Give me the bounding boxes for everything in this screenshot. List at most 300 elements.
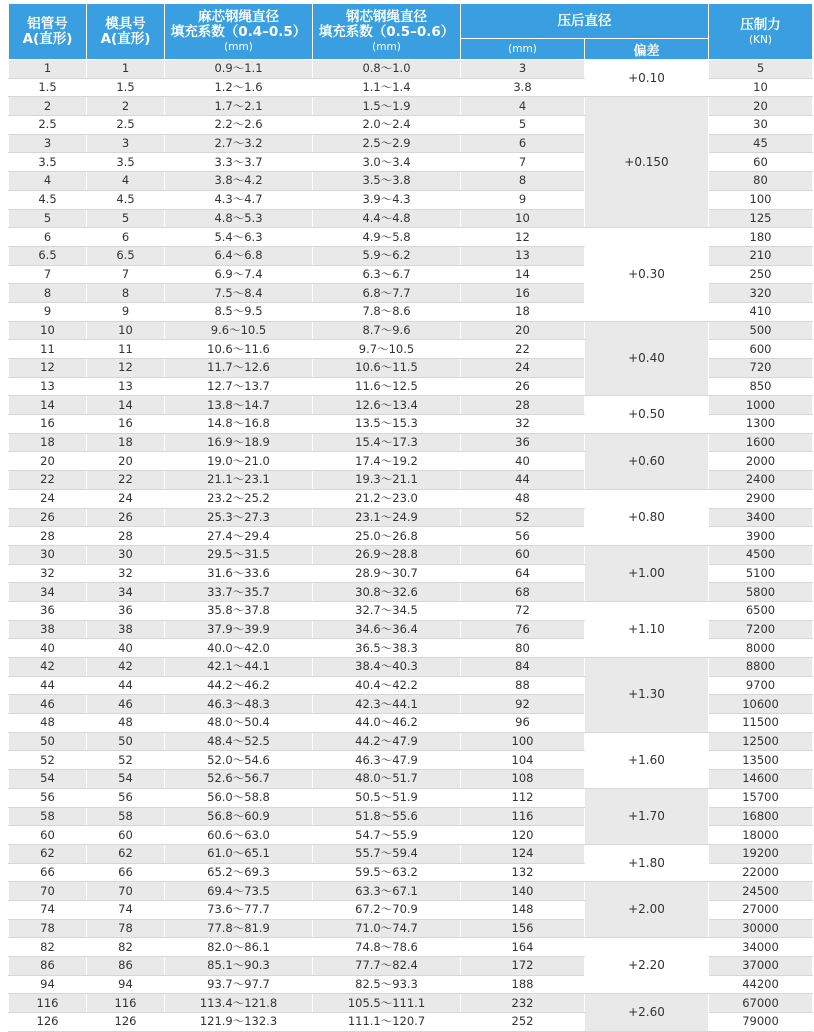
- steel-diameter-cell: 8.7～9.6: [313, 321, 461, 340]
- steel-diameter-cell: 63.3～67.1: [313, 882, 461, 901]
- header-steel-unit: (mm): [372, 41, 401, 53]
- tube-number-cell: 24: [9, 489, 87, 508]
- hemp-diameter-cell: 13.8～14.7: [165, 396, 313, 415]
- pressed-diameter-cell: 10: [461, 209, 585, 228]
- die-number-cell: 32: [87, 564, 165, 583]
- steel-diameter-cell: 50.5～51.9: [313, 788, 461, 807]
- die-number-cell: 3.5: [87, 153, 165, 172]
- crimp-spec-table: [8, 3, 813, 1032]
- tube-number-cell: 7: [9, 265, 87, 284]
- die-number-cell: 6.5: [87, 246, 165, 265]
- tube-number-cell: 60: [9, 826, 87, 845]
- hemp-diameter-cell: 48.4～52.5: [165, 732, 313, 751]
- header-hemp-line1: 麻芯钢绳直径: [198, 9, 279, 25]
- hemp-diameter-cell: 25.3～27.3: [165, 508, 313, 527]
- pressed-diameter-cell: 252: [461, 1013, 585, 1032]
- deviation-cell: +0.60: [585, 433, 709, 489]
- hemp-diameter-cell: 9.6～10.5: [165, 321, 313, 340]
- press-force-cell: 125: [709, 209, 813, 228]
- pressed-diameter-cell: 156: [461, 919, 585, 938]
- tube-number-cell: 4: [9, 172, 87, 191]
- pressed-diameter-cell: 8: [461, 172, 585, 191]
- hemp-diameter-cell: 61.0～65.1: [165, 844, 313, 863]
- hemp-diameter-cell: 121.9～132.3: [165, 1013, 313, 1032]
- deviation-cell: +2.00: [585, 882, 709, 938]
- table-row: [9, 658, 813, 677]
- die-number-cell: 5: [87, 209, 165, 228]
- press-force-cell: 3400: [709, 508, 813, 527]
- tube-number-cell: 3.5: [9, 153, 87, 172]
- press-force-cell: 19200: [709, 844, 813, 863]
- steel-diameter-cell: 1.5～1.9: [313, 97, 461, 116]
- tube-number-cell: 66: [9, 863, 87, 882]
- header-tube-line1: 铝管号: [27, 15, 68, 32]
- header-pressed-unit: (mm): [461, 39, 585, 60]
- hemp-diameter-cell: 4.8～5.3: [165, 209, 313, 228]
- press-force-cell: 8800: [709, 658, 813, 677]
- steel-diameter-cell: 48.0～51.7: [313, 770, 461, 789]
- pressed-diameter-cell: 60: [461, 545, 585, 564]
- table-row: [9, 545, 813, 564]
- steel-diameter-cell: 26.9～28.8: [313, 545, 461, 564]
- die-number-cell: 116: [87, 994, 165, 1013]
- steel-diameter-cell: 5.9～6.2: [313, 246, 461, 265]
- tube-number-cell: 36: [9, 601, 87, 620]
- table-row: [9, 97, 813, 116]
- die-number-cell: 70: [87, 882, 165, 901]
- hemp-diameter-cell: 93.7～97.7: [165, 975, 313, 994]
- steel-diameter-cell: 30.8～32.6: [313, 583, 461, 602]
- press-force-cell: 24500: [709, 882, 813, 901]
- press-force-cell: 5100: [709, 564, 813, 583]
- hemp-diameter-cell: 12.7～13.7: [165, 377, 313, 396]
- die-number-cell: 11: [87, 340, 165, 359]
- press-force-cell: 5: [709, 60, 813, 79]
- table-row: [9, 732, 813, 751]
- table-row: [9, 601, 813, 620]
- pressed-diameter-cell: 48: [461, 489, 585, 508]
- pressed-diameter-cell: 72: [461, 601, 585, 620]
- die-number-cell: 13: [87, 377, 165, 396]
- die-number-cell: 36: [87, 601, 165, 620]
- deviation-cell: +0.10: [585, 60, 709, 97]
- press-force-cell: 2000: [709, 452, 813, 471]
- die-number-cell: 4: [87, 172, 165, 191]
- header-tube-number: [9, 4, 87, 60]
- steel-diameter-cell: 7.8～8.6: [313, 302, 461, 321]
- tube-number-cell: 126: [9, 1013, 87, 1032]
- die-number-cell: 28: [87, 527, 165, 546]
- table-row: [9, 788, 813, 807]
- tube-number-cell: 16: [9, 415, 87, 434]
- pressed-diameter-cell: 172: [461, 957, 585, 976]
- pressed-diameter-cell: 3: [461, 60, 585, 79]
- die-number-cell: 30: [87, 545, 165, 564]
- header-die-line1: 模具号: [105, 15, 146, 32]
- press-force-cell: 410: [709, 302, 813, 321]
- pressed-diameter-cell: 7: [461, 153, 585, 172]
- die-number-cell: 82: [87, 938, 165, 957]
- pressed-diameter-cell: 36: [461, 433, 585, 452]
- press-force-cell: 45: [709, 134, 813, 153]
- press-force-cell: 18000: [709, 826, 813, 845]
- table-row: [9, 321, 813, 340]
- die-number-cell: 18: [87, 433, 165, 452]
- deviation-cell: +1.70: [585, 788, 709, 844]
- header-hemp-core-diameter: [165, 4, 313, 60]
- steel-diameter-cell: 4.9～5.8: [313, 228, 461, 247]
- hemp-diameter-cell: 113.4～121.8: [165, 994, 313, 1013]
- die-number-cell: 12: [87, 359, 165, 378]
- table-row: [9, 228, 813, 247]
- press-force-cell: 11500: [709, 714, 813, 733]
- die-number-cell: 52: [87, 751, 165, 770]
- tube-number-cell: 70: [9, 882, 87, 901]
- pressed-diameter-cell: 5: [461, 116, 585, 135]
- press-force-cell: 2400: [709, 471, 813, 490]
- pressed-diameter-cell: 3.8: [461, 78, 585, 97]
- die-number-cell: 4.5: [87, 190, 165, 209]
- pressed-diameter-cell: 232: [461, 994, 585, 1013]
- steel-diameter-cell: 6.8～7.7: [313, 284, 461, 303]
- hemp-diameter-cell: 7.5～8.4: [165, 284, 313, 303]
- press-force-cell: 13500: [709, 751, 813, 770]
- header-steel-core-diameter: [313, 4, 461, 60]
- hemp-diameter-cell: 82.0～86.1: [165, 938, 313, 957]
- press-force-cell: 6500: [709, 601, 813, 620]
- die-number-cell: 94: [87, 975, 165, 994]
- pressed-diameter-cell: 76: [461, 620, 585, 639]
- table-row: [9, 433, 813, 452]
- tube-number-cell: 5: [9, 209, 87, 228]
- header-deviation: 偏差: [585, 39, 709, 60]
- steel-diameter-cell: 51.8～55.6: [313, 807, 461, 826]
- press-force-cell: 16800: [709, 807, 813, 826]
- die-number-cell: 1: [87, 60, 165, 79]
- header-steel-line2: 填充系数（0.5–0.6）: [318, 24, 455, 40]
- press-force-cell: 67000: [709, 994, 813, 1013]
- steel-diameter-cell: 23.1～24.9: [313, 508, 461, 527]
- press-force-cell: 850: [709, 377, 813, 396]
- hemp-diameter-cell: 1.7～2.1: [165, 97, 313, 116]
- table-row: [9, 489, 813, 508]
- steel-diameter-cell: 17.4～19.2: [313, 452, 461, 471]
- steel-diameter-cell: 25.0～26.8: [313, 527, 461, 546]
- press-force-cell: 34000: [709, 938, 813, 957]
- table-row: [9, 994, 813, 1013]
- deviation-cell: +0.150: [585, 97, 709, 228]
- pressed-diameter-cell: 52: [461, 508, 585, 527]
- hemp-diameter-cell: 56.8～60.9: [165, 807, 313, 826]
- steel-diameter-cell: 21.2～23.0: [313, 489, 461, 508]
- tube-number-cell: 38: [9, 620, 87, 639]
- press-force-cell: 250: [709, 265, 813, 284]
- pressed-diameter-cell: 88: [461, 676, 585, 695]
- hemp-diameter-cell: 60.6～63.0: [165, 826, 313, 845]
- die-number-cell: 10: [87, 321, 165, 340]
- header-steel-line1: 钢芯钢绳直径: [346, 9, 427, 25]
- hemp-diameter-cell: 27.4～29.4: [165, 527, 313, 546]
- steel-diameter-cell: 38.4～40.3: [313, 658, 461, 677]
- press-force-cell: 14600: [709, 770, 813, 789]
- die-number-cell: 86: [87, 957, 165, 976]
- steel-diameter-cell: 105.5～111.1: [313, 994, 461, 1013]
- tube-number-cell: 18: [9, 433, 87, 452]
- die-number-cell: 40: [87, 639, 165, 658]
- hemp-diameter-cell: 0.9～1.1: [165, 60, 313, 79]
- tube-number-cell: 32: [9, 564, 87, 583]
- die-number-cell: 62: [87, 844, 165, 863]
- pressed-diameter-cell: 132: [461, 863, 585, 882]
- press-force-cell: 320: [709, 284, 813, 303]
- hemp-diameter-cell: 6.4～6.8: [165, 246, 313, 265]
- tube-number-cell: 44: [9, 676, 87, 695]
- press-force-cell: 600: [709, 340, 813, 359]
- table-body: [9, 60, 813, 1032]
- deviation-cell: +2.60: [585, 994, 709, 1031]
- hemp-diameter-cell: 48.0～50.4: [165, 714, 313, 733]
- press-force-cell: 27000: [709, 900, 813, 919]
- die-number-cell: 6: [87, 228, 165, 247]
- press-force-cell: 60: [709, 153, 813, 172]
- pressed-diameter-cell: 40: [461, 452, 585, 471]
- tube-number-cell: 54: [9, 770, 87, 789]
- steel-diameter-cell: 67.2～70.9: [313, 900, 461, 919]
- die-number-cell: 2.5: [87, 116, 165, 135]
- steel-diameter-cell: 40.4～42.2: [313, 676, 461, 695]
- tube-number-cell: 11: [9, 340, 87, 359]
- die-number-cell: 56: [87, 788, 165, 807]
- hemp-diameter-cell: 6.9～7.4: [165, 265, 313, 284]
- tube-number-cell: 42: [9, 658, 87, 677]
- steel-diameter-cell: 2.5～2.9: [313, 134, 461, 153]
- deviation-cell: +1.80: [585, 844, 709, 881]
- deviation-cell: +1.00: [585, 545, 709, 601]
- die-number-cell: 126: [87, 1013, 165, 1032]
- deviation-cell: +1.10: [585, 601, 709, 657]
- hemp-diameter-cell: 3.3～3.7: [165, 153, 313, 172]
- pressed-diameter-cell: 116: [461, 807, 585, 826]
- pressed-diameter-cell: 32: [461, 415, 585, 434]
- header-die-line2: A(直形): [100, 30, 151, 47]
- steel-diameter-cell: 44.2～47.9: [313, 732, 461, 751]
- die-number-cell: 14: [87, 396, 165, 415]
- header-tube-line2: A(直形): [22, 30, 73, 47]
- tube-number-cell: 62: [9, 844, 87, 863]
- press-force-cell: 30: [709, 116, 813, 135]
- tube-number-cell: 4.5: [9, 190, 87, 209]
- tube-number-cell: 48: [9, 714, 87, 733]
- steel-diameter-cell: 13.5～15.3: [313, 415, 461, 434]
- pressed-diameter-cell: 56: [461, 527, 585, 546]
- hemp-diameter-cell: 37.9～39.9: [165, 620, 313, 639]
- press-force-cell: 180: [709, 228, 813, 247]
- press-force-cell: 10600: [709, 695, 813, 714]
- press-force-cell: 8000: [709, 639, 813, 658]
- pressed-diameter-cell: 9: [461, 190, 585, 209]
- hemp-diameter-cell: 19.0～21.0: [165, 452, 313, 471]
- pressed-diameter-cell: 188: [461, 975, 585, 994]
- press-force-cell: 9700: [709, 676, 813, 695]
- press-force-cell: 100: [709, 190, 813, 209]
- die-number-cell: 78: [87, 919, 165, 938]
- table-row: [9, 882, 813, 901]
- spec-table-container: [8, 3, 812, 1032]
- steel-diameter-cell: 111.1～120.7: [313, 1013, 461, 1032]
- press-force-cell: 44200: [709, 975, 813, 994]
- press-force-cell: 7200: [709, 620, 813, 639]
- die-number-cell: 20: [87, 452, 165, 471]
- pressed-diameter-cell: 100: [461, 732, 585, 751]
- pressed-diameter-cell: 104: [461, 751, 585, 770]
- steel-diameter-cell: 77.7～82.4: [313, 957, 461, 976]
- steel-diameter-cell: 82.5～93.3: [313, 975, 461, 994]
- tube-number-cell: 6.5: [9, 246, 87, 265]
- pressed-diameter-cell: 20: [461, 321, 585, 340]
- tube-number-cell: 26: [9, 508, 87, 527]
- die-number-cell: 9: [87, 302, 165, 321]
- tube-number-cell: 14: [9, 396, 87, 415]
- steel-diameter-cell: 12.6～13.4: [313, 396, 461, 415]
- tube-number-cell: 78: [9, 919, 87, 938]
- pressed-diameter-cell: 80: [461, 639, 585, 658]
- press-force-cell: 1300: [709, 415, 813, 434]
- table-row: [9, 60, 813, 79]
- pressed-diameter-cell: 140: [461, 882, 585, 901]
- pressed-diameter-cell: 112: [461, 788, 585, 807]
- die-number-cell: 46: [87, 695, 165, 714]
- press-force-cell: 79000: [709, 1013, 813, 1032]
- steel-diameter-cell: 9.7～10.5: [313, 340, 461, 359]
- tube-number-cell: 34: [9, 583, 87, 602]
- tube-number-cell: 9: [9, 302, 87, 321]
- tube-number-cell: 30: [9, 545, 87, 564]
- pressed-diameter-cell: 4: [461, 97, 585, 116]
- hemp-diameter-cell: 73.6～77.7: [165, 900, 313, 919]
- pressed-diameter-cell: 14: [461, 265, 585, 284]
- deviation-cell: +0.40: [585, 321, 709, 396]
- press-force-cell: 210: [709, 246, 813, 265]
- die-number-cell: 48: [87, 714, 165, 733]
- hemp-diameter-cell: 69.4～73.5: [165, 882, 313, 901]
- steel-diameter-cell: 3.5～3.8: [313, 172, 461, 191]
- hemp-diameter-cell: 46.3～48.3: [165, 695, 313, 714]
- hemp-diameter-cell: 14.8～16.8: [165, 415, 313, 434]
- hemp-diameter-cell: 52.0～54.6: [165, 751, 313, 770]
- press-force-cell: 22000: [709, 863, 813, 882]
- pressed-diameter-cell: 16: [461, 284, 585, 303]
- press-force-cell: 10: [709, 78, 813, 97]
- hemp-diameter-cell: 31.6～33.6: [165, 564, 313, 583]
- hemp-diameter-cell: 65.2～69.3: [165, 863, 313, 882]
- press-force-cell: 720: [709, 359, 813, 378]
- header-hemp-unit: (mm): [224, 41, 253, 53]
- pressed-diameter-cell: 68: [461, 583, 585, 602]
- steel-diameter-cell: 6.3～6.7: [313, 265, 461, 284]
- deviation-cell: +0.30: [585, 228, 709, 321]
- pressed-diameter-cell: 92: [461, 695, 585, 714]
- hemp-diameter-cell: 10.6～11.6: [165, 340, 313, 359]
- die-number-cell: 16: [87, 415, 165, 434]
- pressed-diameter-cell: 24: [461, 359, 585, 378]
- table-row: [9, 844, 813, 863]
- pressed-diameter-cell: 6: [461, 134, 585, 153]
- tube-number-cell: 12: [9, 359, 87, 378]
- steel-diameter-cell: 2.0～2.4: [313, 116, 461, 135]
- press-force-cell: 15700: [709, 788, 813, 807]
- steel-diameter-cell: 3.0～3.4: [313, 153, 461, 172]
- die-number-cell: 3: [87, 134, 165, 153]
- press-force-cell: 12500: [709, 732, 813, 751]
- steel-diameter-cell: 71.0～74.7: [313, 919, 461, 938]
- tube-number-cell: 58: [9, 807, 87, 826]
- pressed-diameter-cell: 108: [461, 770, 585, 789]
- press-force-cell: 5800: [709, 583, 813, 602]
- pressed-diameter-cell: 18: [461, 302, 585, 321]
- pressed-diameter-cell: 44: [461, 471, 585, 490]
- press-force-cell: 1000: [709, 396, 813, 415]
- hemp-diameter-cell: 35.8～37.8: [165, 601, 313, 620]
- steel-diameter-cell: 34.6～36.4: [313, 620, 461, 639]
- tube-number-cell: 13: [9, 377, 87, 396]
- hemp-diameter-cell: 42.1～44.1: [165, 658, 313, 677]
- steel-diameter-cell: 10.6～11.5: [313, 359, 461, 378]
- steel-diameter-cell: 28.9～30.7: [313, 564, 461, 583]
- deviation-cell: +0.50: [585, 396, 709, 433]
- hemp-diameter-cell: 2.7～3.2: [165, 134, 313, 153]
- steel-diameter-cell: 11.6～12.5: [313, 377, 461, 396]
- deviation-cell: +2.20: [585, 938, 709, 994]
- hemp-diameter-cell: 4.3～4.7: [165, 190, 313, 209]
- tube-number-cell: 1.5: [9, 78, 87, 97]
- die-number-cell: 2: [87, 97, 165, 116]
- tube-number-cell: 56: [9, 788, 87, 807]
- die-number-cell: 7: [87, 265, 165, 284]
- tube-number-cell: 82: [9, 938, 87, 957]
- hemp-diameter-cell: 29.5～31.5: [165, 545, 313, 564]
- steel-diameter-cell: 3.9～4.3: [313, 190, 461, 209]
- hemp-diameter-cell: 23.2～25.2: [165, 489, 313, 508]
- pressed-diameter-cell: 96: [461, 714, 585, 733]
- table-row: [9, 938, 813, 957]
- die-number-cell: 22: [87, 471, 165, 490]
- press-force-cell: 4500: [709, 545, 813, 564]
- die-number-cell: 8: [87, 284, 165, 303]
- tube-number-cell: 52: [9, 751, 87, 770]
- hemp-diameter-cell: 8.5～9.5: [165, 302, 313, 321]
- pressed-diameter-cell: 164: [461, 938, 585, 957]
- pressed-diameter-cell: 28: [461, 396, 585, 415]
- pressed-diameter-cell: 84: [461, 658, 585, 677]
- steel-diameter-cell: 42.3～44.1: [313, 695, 461, 714]
- hemp-diameter-cell: 40.0～42.0: [165, 639, 313, 658]
- deviation-cell: +0.80: [585, 489, 709, 545]
- tube-number-cell: 74: [9, 900, 87, 919]
- tube-number-cell: 116: [9, 994, 87, 1013]
- tube-number-cell: 2.5: [9, 116, 87, 135]
- table-row: [9, 396, 813, 415]
- header-force-line1: 压制力: [740, 16, 781, 33]
- die-number-cell: 42: [87, 658, 165, 677]
- header-pressed-diameter: 压后直径: [461, 4, 709, 39]
- press-force-cell: 37000: [709, 957, 813, 976]
- hemp-diameter-cell: 33.7～35.7: [165, 583, 313, 602]
- steel-diameter-cell: 36.5～38.3: [313, 639, 461, 658]
- hemp-diameter-cell: 3.8～4.2: [165, 172, 313, 191]
- press-force-cell: 3900: [709, 527, 813, 546]
- steel-diameter-cell: 1.1～1.4: [313, 78, 461, 97]
- die-number-cell: 60: [87, 826, 165, 845]
